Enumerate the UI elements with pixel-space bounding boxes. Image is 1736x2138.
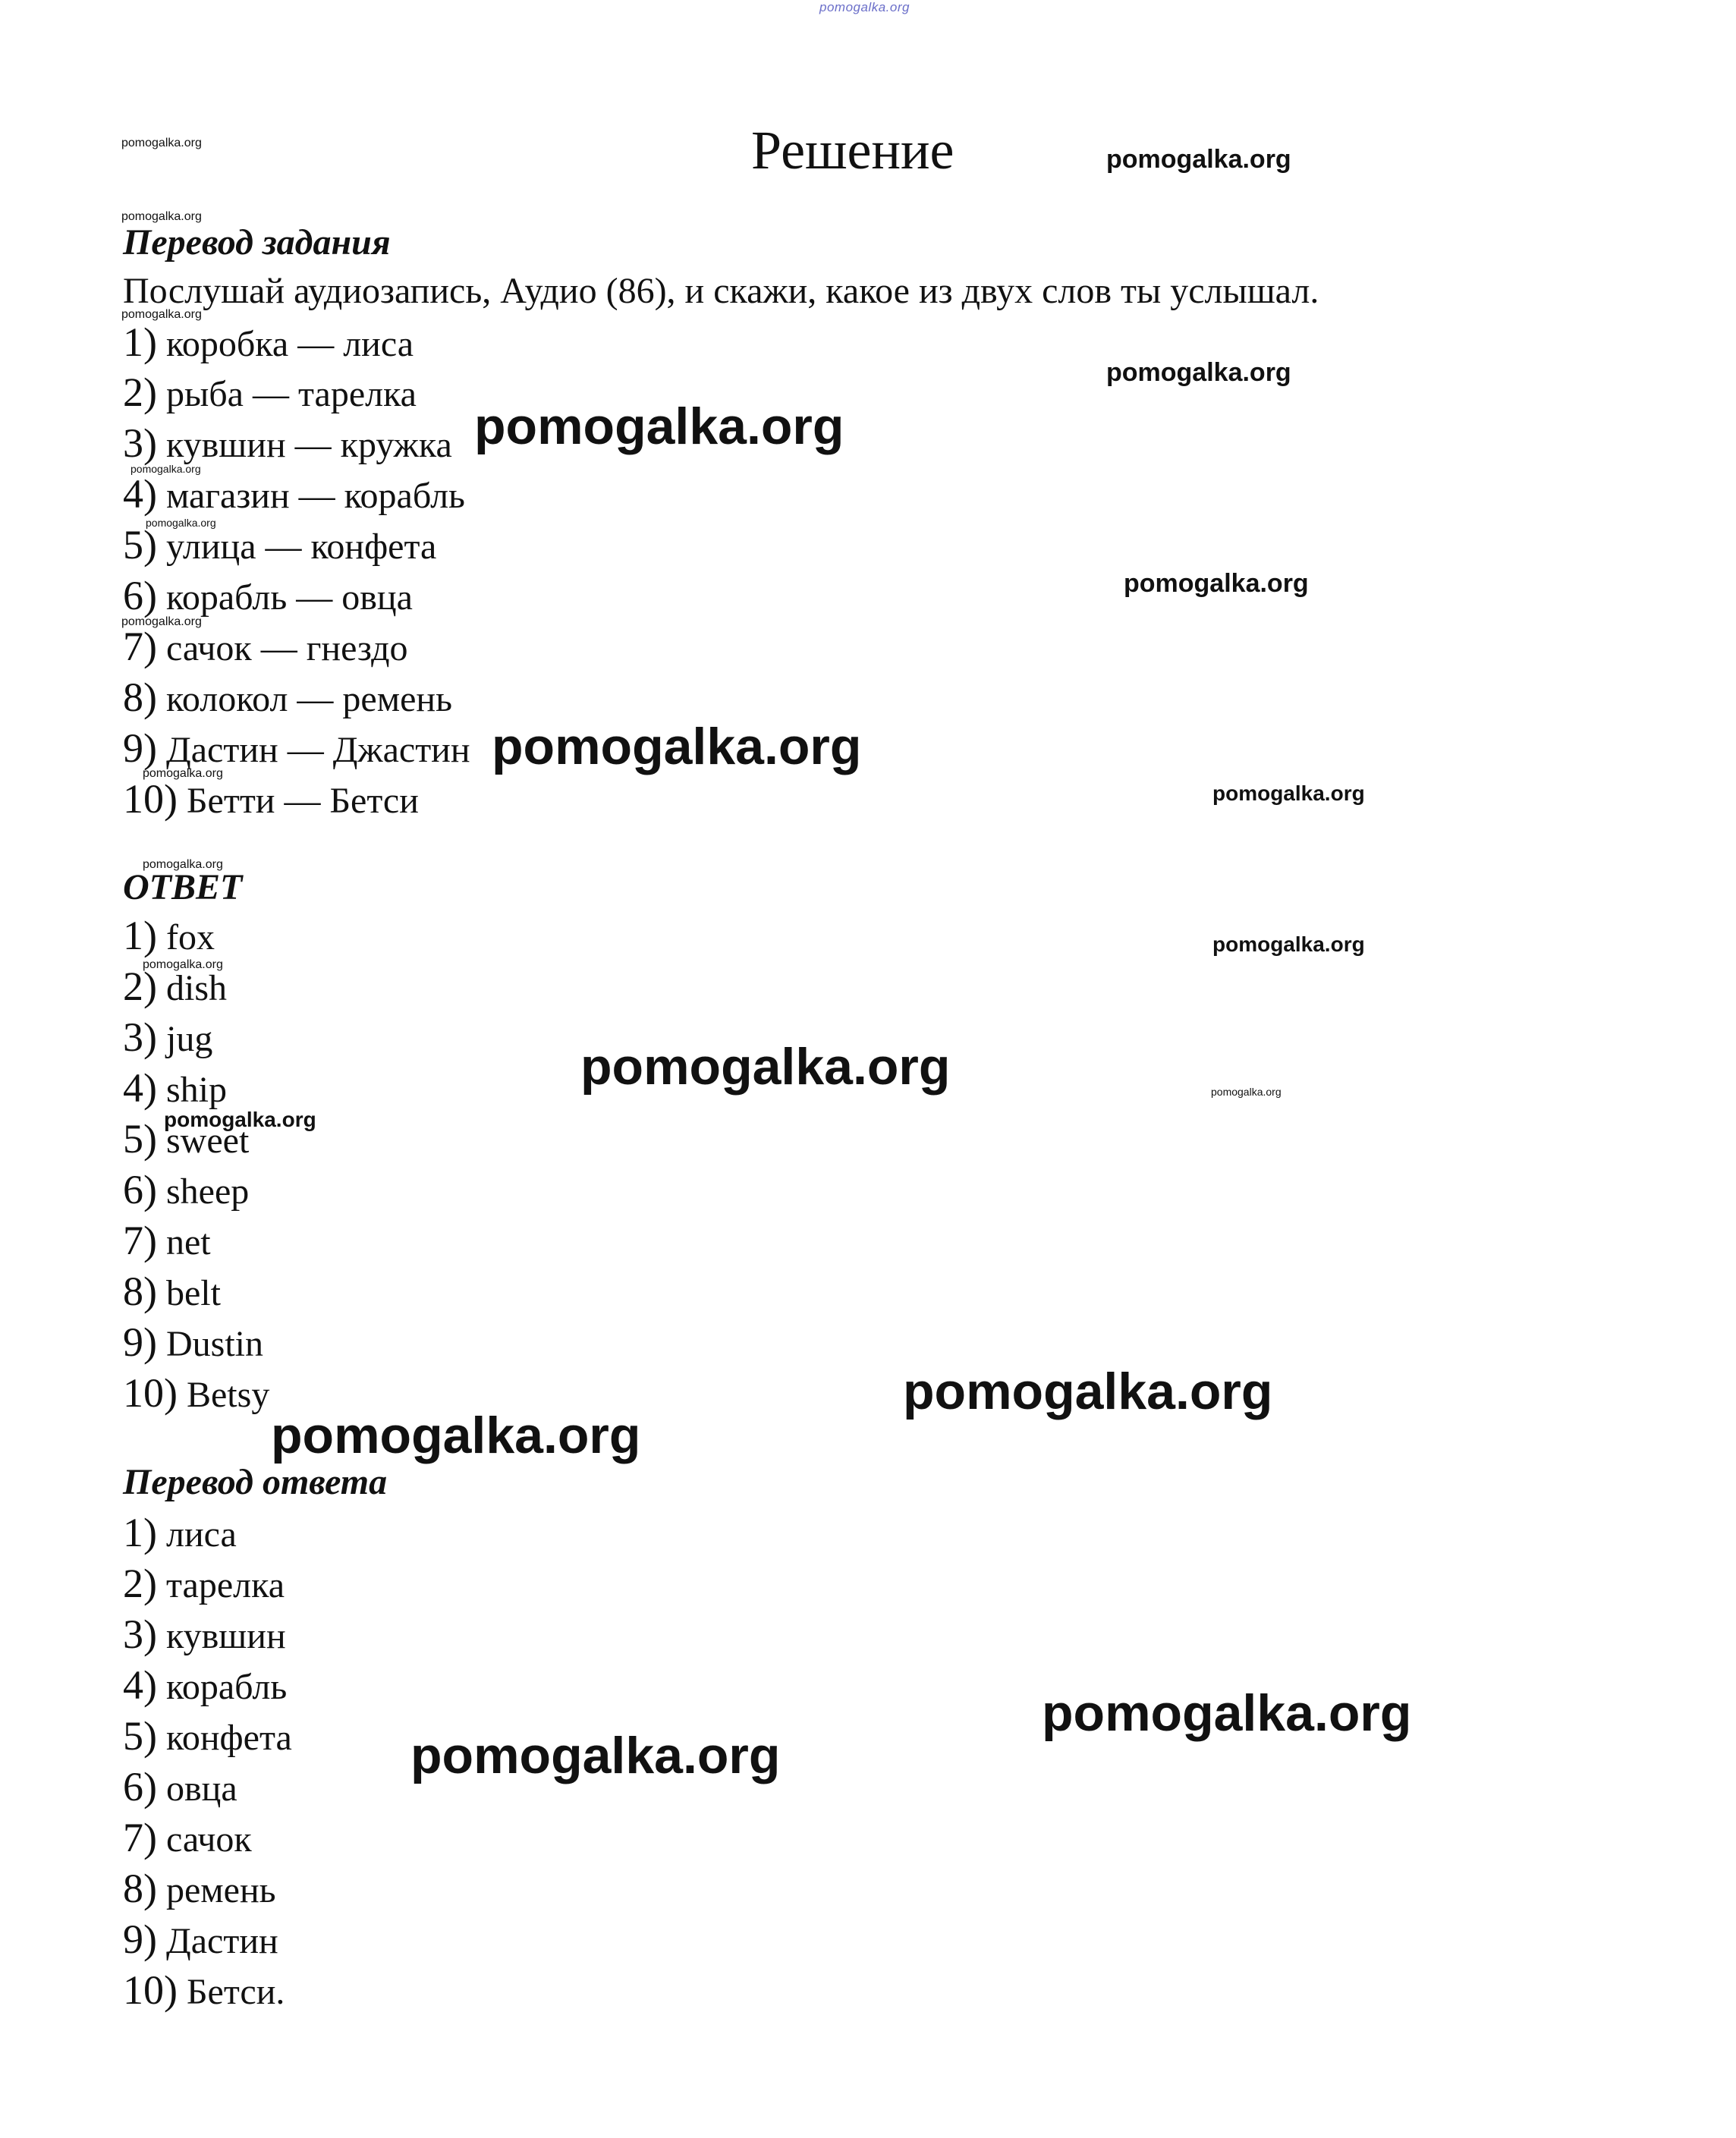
answer-item <box>123 1065 227 1111</box>
item-text: рыба — тарелка <box>156 374 417 414</box>
item-number: 10) <box>123 1967 178 2013</box>
item-number: 3) <box>123 1611 157 1657</box>
item-text: сачок <box>156 1819 252 1860</box>
translation-item <box>123 1611 286 1657</box>
item-text: Дастин <box>156 1921 278 1961</box>
item-text: колокол — ремень <box>156 679 452 719</box>
watermark: pomogalka.org <box>1106 145 1291 174</box>
item-number: 2) <box>123 369 157 415</box>
item-text: лиса <box>156 1514 237 1555</box>
item-text: конфета <box>156 1718 292 1758</box>
watermark: pomogalka.org <box>121 137 202 149</box>
item-text: Dustin <box>156 1324 263 1364</box>
task-item <box>123 674 452 720</box>
item-number: 3) <box>123 1014 157 1060</box>
watermark: pomogalka.org <box>580 1038 951 1096</box>
item-number: 5) <box>123 1116 157 1162</box>
item-text: sweet <box>156 1121 250 1161</box>
item-text: сачок — гнездо <box>156 628 408 668</box>
item-text: тарелка <box>156 1565 285 1605</box>
task-item <box>123 420 452 466</box>
item-text: магазин — корабль <box>156 476 465 516</box>
watermark: pomogalka.org <box>121 615 202 628</box>
answer-item <box>123 1169 249 1210</box>
watermark: pomogalka.org <box>271 1407 641 1464</box>
item-number: 9) <box>123 725 157 771</box>
item-text: fox <box>156 917 215 957</box>
item-number: 8) <box>123 1866 157 1911</box>
item-text: овца <box>156 1769 237 1809</box>
item-number: 3) <box>123 420 157 466</box>
item-number: 8) <box>123 674 157 720</box>
answer-item <box>123 1319 263 1365</box>
item-number: 9) <box>123 1916 157 1962</box>
watermark: pomogalka.org <box>1124 569 1309 598</box>
task-item <box>123 471 465 517</box>
translation-item <box>123 1817 252 1858</box>
task-item <box>123 626 408 667</box>
item-number: 4) <box>123 1065 157 1111</box>
item-text: улица — конфета <box>156 527 437 567</box>
item-number: 10) <box>123 1370 178 1416</box>
item-number: 5) <box>123 522 157 568</box>
watermark: pomogalka.org <box>121 210 202 223</box>
watermark: pomogalka.org <box>143 858 223 871</box>
watermark: pomogalka.org <box>143 958 223 971</box>
answer-translation-heading: Перевод ответа <box>123 1462 388 1502</box>
item-number: 7) <box>123 1815 157 1860</box>
item-text: корабль <box>156 1667 288 1707</box>
watermark: pomogalka.org <box>1212 932 1365 956</box>
item-text: net <box>156 1222 211 1262</box>
item-text: dish <box>156 968 227 1008</box>
item-number: 10) <box>123 776 178 822</box>
item-text: корабль — овца <box>156 577 413 618</box>
watermark: pomogalka.org <box>146 517 216 529</box>
task-instruction: Послушай аудиозапись, Аудио (86), и скажи, какое из двух слов ты услышал. <box>123 271 1319 311</box>
watermark: pomogalka.org <box>143 767 223 780</box>
answer-item <box>123 915 215 956</box>
top-watermark: pomogalka.org <box>819 0 910 14</box>
translation-item <box>123 1512 237 1553</box>
answer-item <box>123 966 227 1007</box>
item-number: 8) <box>123 1269 157 1314</box>
item-text: ремень <box>156 1870 276 1910</box>
item-number: 1) <box>123 1510 157 1555</box>
item-number: 6) <box>123 573 157 618</box>
page-title: Решение <box>751 120 954 181</box>
item-text: кувшин <box>156 1616 286 1656</box>
item-text: belt <box>156 1273 221 1313</box>
answer-item <box>123 1271 221 1312</box>
item-number: 6) <box>123 1764 157 1809</box>
watermark: pomogalka.org <box>164 1108 316 1131</box>
watermark: pomogalka.org <box>131 463 201 475</box>
item-number: 2) <box>123 1561 157 1606</box>
item-number: 5) <box>123 1713 157 1759</box>
task-item <box>123 575 413 616</box>
task-item <box>123 319 414 365</box>
item-text: кувшин — кружка <box>156 425 452 465</box>
watermark: pomogalka.org <box>903 1363 1273 1420</box>
item-number: 2) <box>123 964 157 1009</box>
item-number: 4) <box>123 1662 157 1708</box>
watermark: pomogalka.org <box>1212 781 1365 805</box>
item-text: jug <box>156 1019 213 1059</box>
task-item <box>123 725 470 771</box>
task-translation-heading: Перевод задания <box>123 222 391 263</box>
item-number: 7) <box>123 624 157 669</box>
answer-item <box>123 1220 211 1261</box>
answer-heading: ОТВЕТ <box>123 867 243 907</box>
translation-item <box>123 1713 292 1759</box>
answer-item <box>123 1014 213 1060</box>
watermark: pomogalka.org <box>492 718 862 775</box>
item-number: 1) <box>123 319 157 365</box>
item-text: sheep <box>156 1171 250 1212</box>
item-number: 7) <box>123 1218 157 1263</box>
task-item <box>123 369 417 415</box>
item-number: 6) <box>123 1167 157 1212</box>
watermark: pomogalka.org <box>121 308 202 321</box>
translation-item <box>123 1868 276 1909</box>
watermark: pomogalka.org <box>1211 1086 1282 1098</box>
item-number: 4) <box>123 471 157 517</box>
watermark: pomogalka.org <box>410 1727 781 1784</box>
item-text: Бетти — Бетси <box>177 781 419 821</box>
item-text: Дастин — Джастин <box>156 730 470 770</box>
item-number: 9) <box>123 1319 157 1365</box>
item-text: ship <box>156 1070 227 1110</box>
item-text: Betsy <box>177 1375 270 1415</box>
translation-item <box>123 1766 237 1807</box>
item-number: 1) <box>123 913 157 958</box>
translation-item <box>123 1916 278 1962</box>
item-text: коробка — лиса <box>156 324 414 364</box>
item-text: Бетси. <box>177 1972 285 2012</box>
translation-item <box>123 1563 285 1604</box>
watermark: pomogalka.org <box>1106 358 1291 387</box>
answer-item <box>123 1370 270 1416</box>
watermark: pomogalka.org <box>1042 1684 1412 1742</box>
watermark: pomogalka.org <box>474 398 844 455</box>
translation-item <box>123 1662 288 1708</box>
translation-item <box>123 1967 285 2013</box>
task-item <box>123 776 419 822</box>
